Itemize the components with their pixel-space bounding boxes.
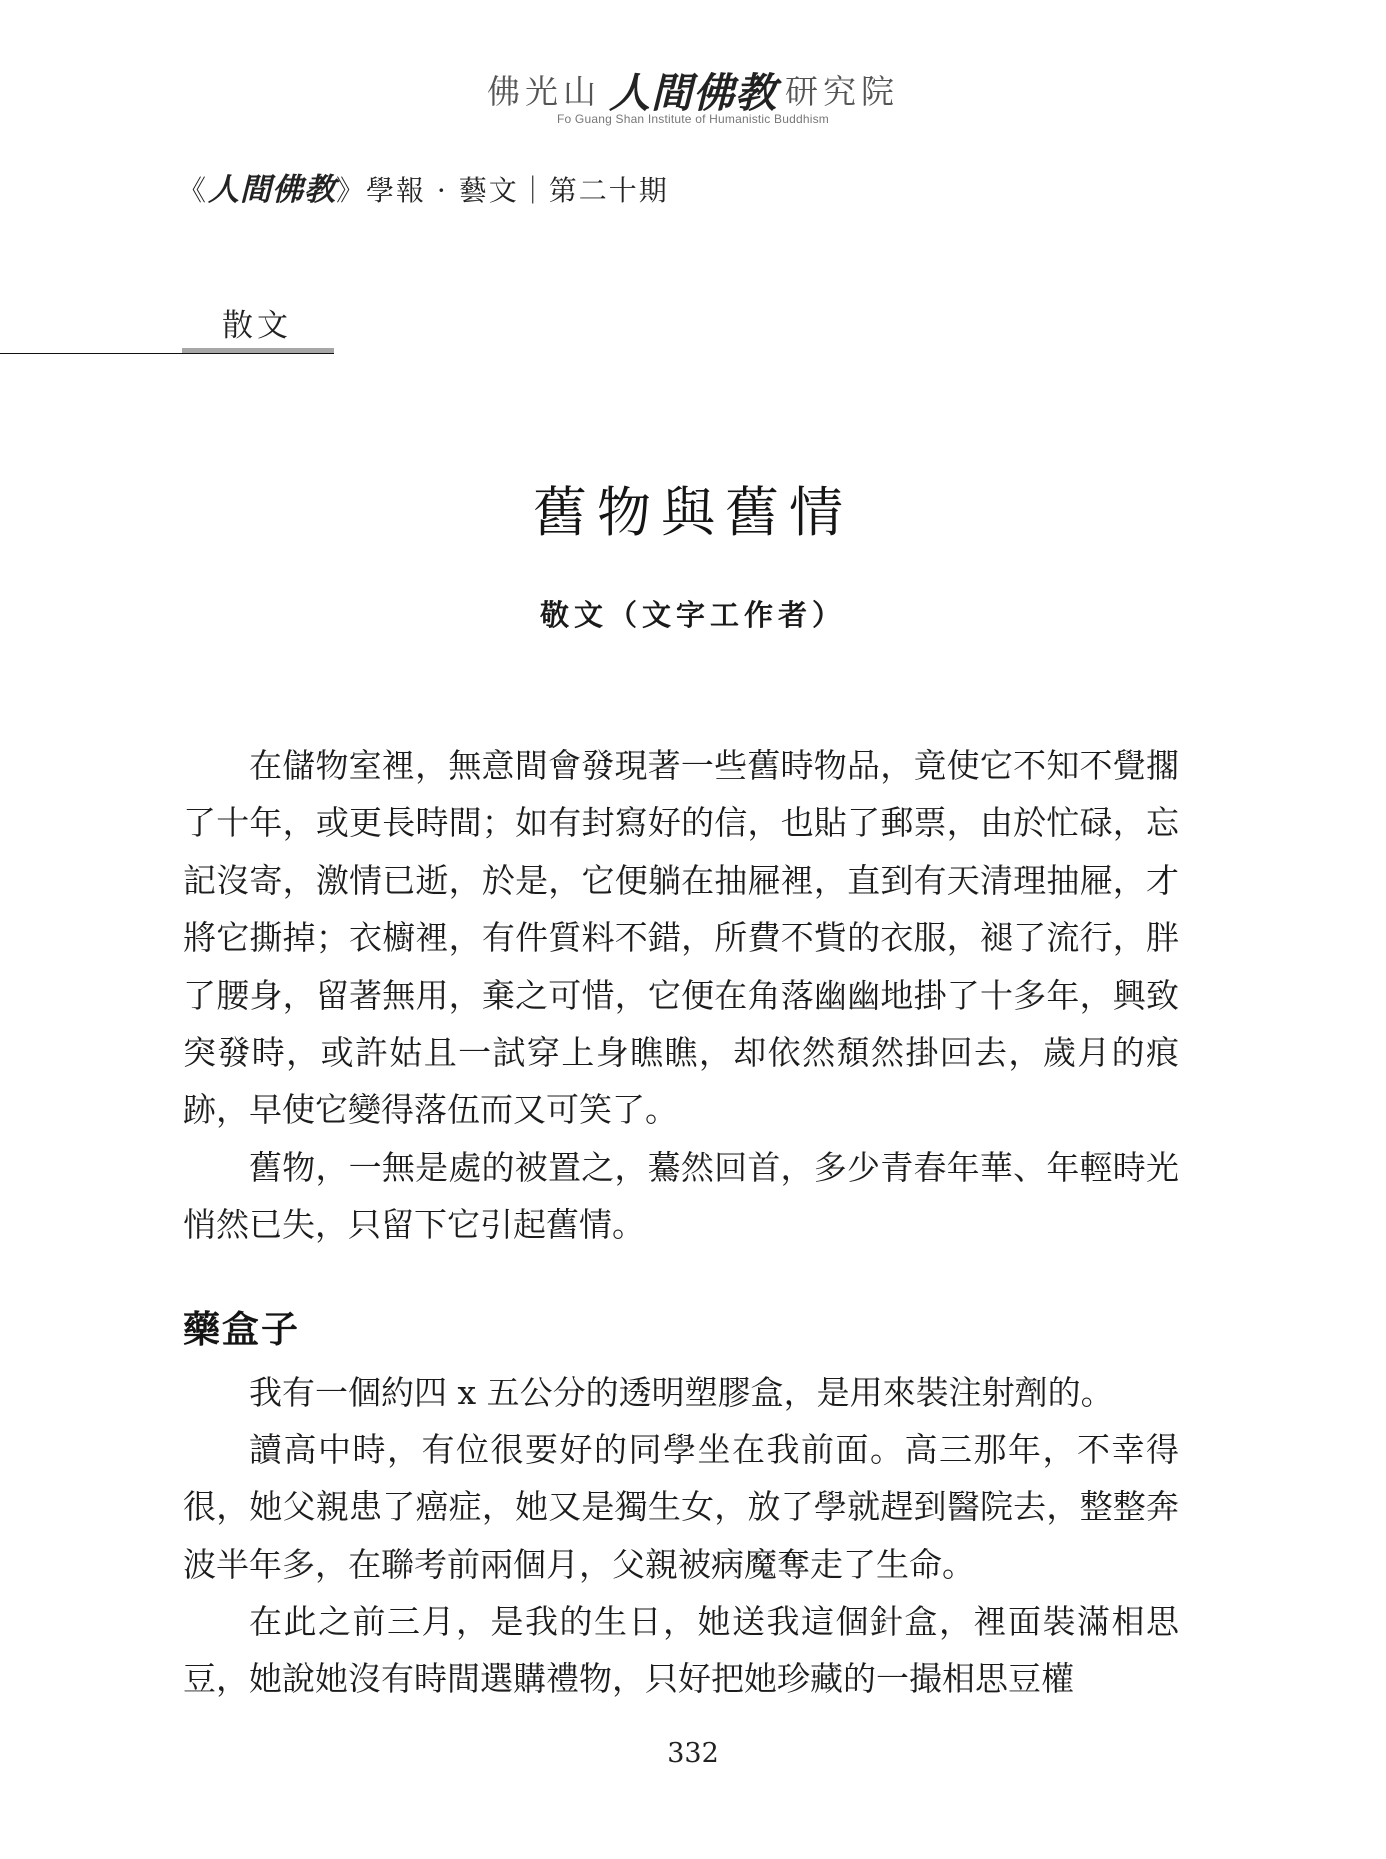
body-paragraph: 讀高中時，有位很要好的同學坐在我前面。高三那年，不幸得很，她父親患了癌症，她又是獨生女，放了學就趕到醫院去，整整奔波半年多，在聯考前兩個月，父親被病魔奪走了生命。: [183, 1430, 1179, 1584]
institute-english-name: Fo Guang Shan Institute of Humanistic Buddhism: [556, 112, 829, 126]
body-paragraph: 在此之前三月，是我的生日，她送我這個針盒，裡面裝滿相思豆，她說她沒有時間選購禮物，只好把她珍藏的一撮相思豆權: [183, 1602, 1179, 1699]
body-paragraph: 舊物，一無是處的被置之，驀然回首，多少青春年華、年輕時光悄然已失，只留下它引起舊情。: [183, 1148, 1179, 1245]
section-label: 散文: [222, 308, 292, 344]
article-title: 舊物與舊情: [533, 481, 853, 544]
subsection-heading: 藥盒子: [183, 1307, 300, 1351]
institute-name-suffix: 研究院: [785, 72, 899, 111]
body-paragraph: 在儲物室裡，無意間會發現著一些舊時物品，竟使它不知不覺擱了十年，或更長時間；如有封寫好的信，也貼了郵票，由於忙碌，忘記沒寄，激情已逝，於是，它便躺在抽屜裡，直到有天清理抽屜，才將它撕掉；衣櫥裡，有件質料不錯，所費不貲的衣服，褪了流行，胖了腰身，留著無用，棄之可惜，它便在角落幽幽地掛了十多年，興致突發時，或許姑且一試穿上身瞧瞧，却依然頹然掛回去，歲月的痕跡，早使它變得落伍而又可笑了。: [183, 746, 1179, 1130]
institute-name-prefix: 佛光山: [487, 72, 601, 111]
article-author: 敬文（文字工作者）: [539, 598, 846, 632]
journal-brand-logo: 人間佛教: [208, 172, 337, 208]
page-number: 332: [667, 1738, 719, 1769]
institute-header: [0, 60, 1386, 117]
journal-running-head: [178, 164, 669, 209]
section-rule: [0, 353, 334, 354]
section-rule-accent: [182, 348, 334, 353]
body-paragraph: 我有一個約四 x 五公分的透明塑膠盒，是用來裝注射劑的。: [249, 1373, 1114, 1412]
journal-open-bracket: 《: [178, 174, 209, 207]
institute-brand-logo: 人間佛教: [609, 69, 777, 117]
journal-issue-info: 》學報 · 藝文｜第二十期: [336, 174, 669, 207]
